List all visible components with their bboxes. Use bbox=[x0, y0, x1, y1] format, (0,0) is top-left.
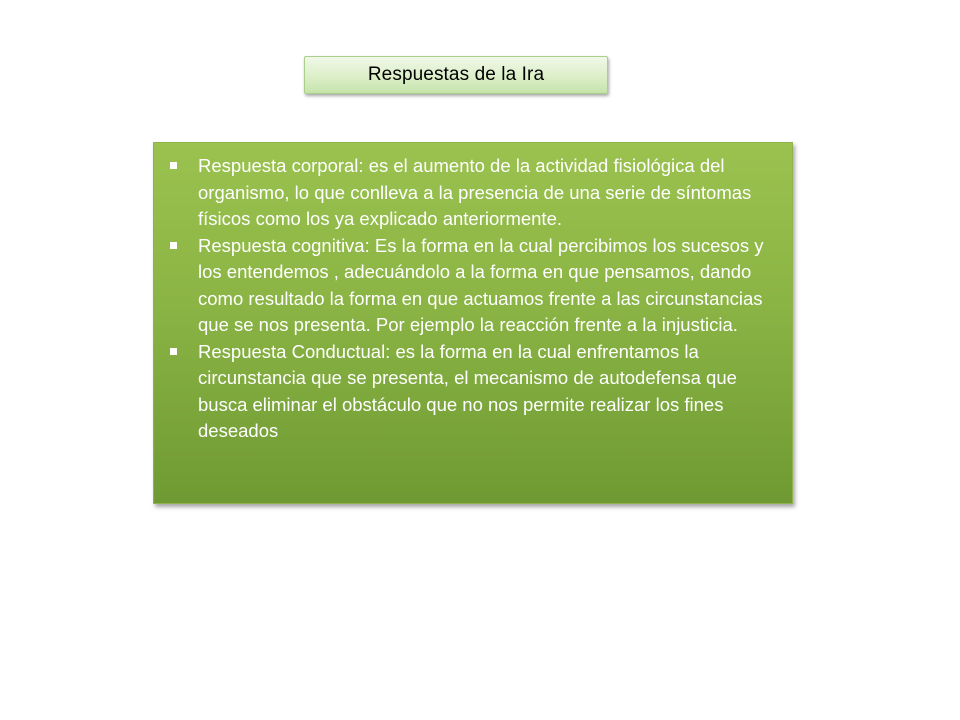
content-box bbox=[153, 142, 793, 504]
bullet-item-conductual bbox=[166, 339, 780, 445]
bullet-text-conductual: Respuesta Conductual: es la forma en la cual enfrentamos la circunstancia que se presenta, el mecanismo de autodefensa que busca eliminar el obstáculo que no nos permite realizar los fines deseados bbox=[198, 340, 737, 441]
bullet-list bbox=[166, 153, 780, 445]
square-bullet-icon bbox=[170, 162, 177, 169]
square-bullet-icon bbox=[170, 242, 177, 249]
title-box bbox=[304, 56, 608, 94]
bullet-text-cognitiva: Respuesta cognitiva: Es la forma en la cual percibimos los sucesos y los entendemos , adecuándolo a la forma en que pensamos, dando como resultado la forma en que actuamos frente a las circunstancias que se nos presenta. Por ejemplo la reacción frente a la injusticia. bbox=[198, 234, 764, 335]
slide-title: Respuestas de la Ira bbox=[367, 64, 545, 85]
bullet-text-corporal: Respuesta corporal: es el aumento de la actividad fisiológica del organismo, lo que conlleva a la presencia de una serie de síntomas físicos como los ya explicado anteriormente. bbox=[198, 155, 752, 229]
square-bullet-icon bbox=[170, 348, 177, 355]
bullet-item-corporal bbox=[166, 153, 780, 233]
bullet-item-cognitiva bbox=[166, 233, 780, 339]
